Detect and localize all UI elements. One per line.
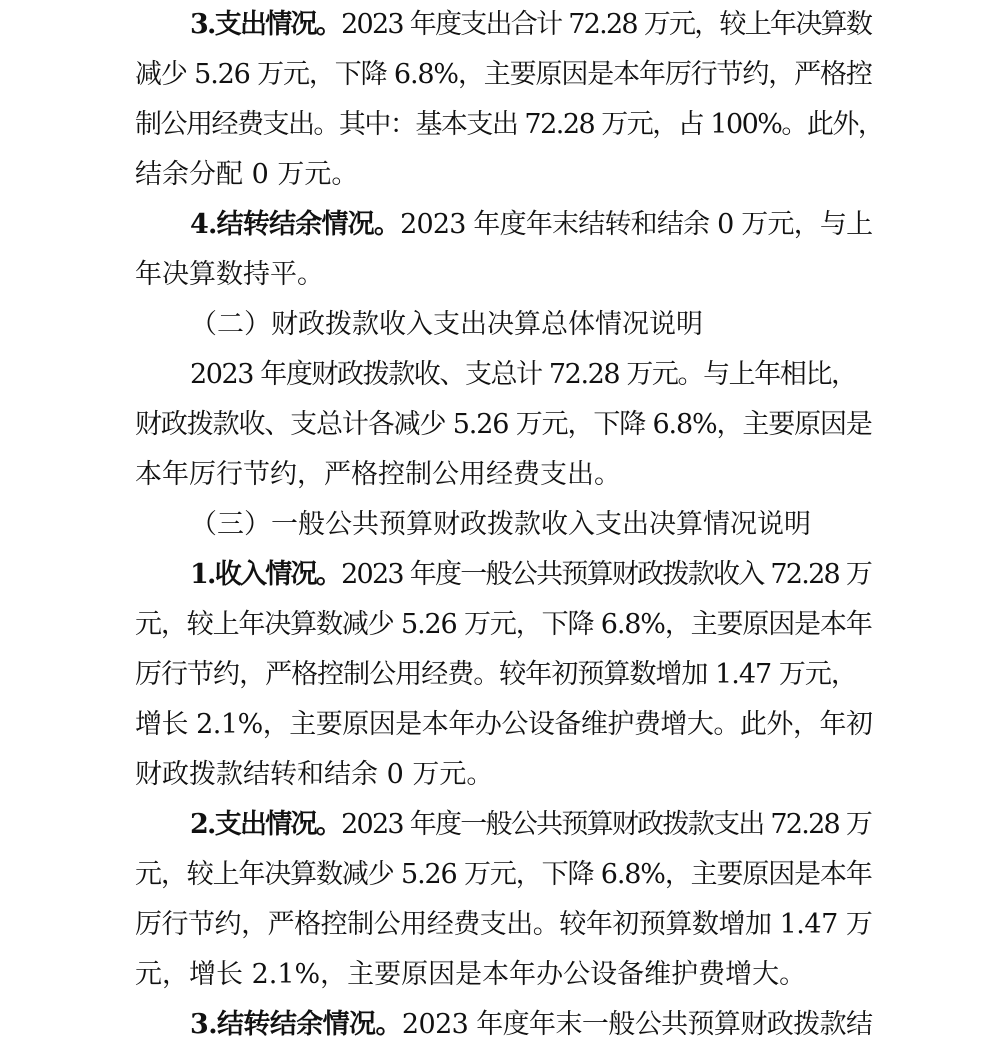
line-text: 2023 年度一般公共预算财政拨款收入 72.28 万 [341, 559, 872, 590]
paragraph-line [135, 900, 872, 950]
paragraph-line [135, 450, 621, 500]
paragraph-line [135, 150, 358, 200]
paragraph-line [135, 650, 857, 700]
paragraph-line [135, 700, 872, 750]
paragraph-line [135, 250, 324, 300]
line-text: 结余分配 0 万元。 [135, 159, 359, 190]
line-text: 厉行节约，严格控制公用经费。较年初预算数增加 1.47 万元， [135, 659, 857, 690]
line-text: 本年厉行节约，严格控制公用经费支出。 [135, 459, 621, 490]
line-text: 减少 5.26 万元，下降 6.8%，主要原因是本年厉行节约，严格控 [135, 59, 872, 90]
paragraph-line [190, 550, 871, 600]
paragraph-line [190, 350, 857, 400]
line-text: 制公用经费支出。其中：基本支出 72.28 万元，占 100%。此外， [135, 109, 884, 140]
paragraph-line [135, 100, 883, 150]
line-text: （二）财政拨款收入支出决算总体情况说明 [190, 309, 703, 340]
paragraph-line [135, 750, 493, 800]
section-heading: 3.支出情况。 [190, 9, 342, 40]
line-text: 2023 年度财政拨款收、支总计 72.28 万元。与上年相比， [190, 359, 857, 390]
line-text: （三）一般公共预算财政拨款收入支出决算情况说明 [190, 509, 811, 540]
subsection-title [190, 300, 703, 350]
paragraph-line [135, 50, 872, 100]
paragraph-line [190, 800, 871, 850]
paragraph-line [190, 0, 871, 50]
paragraph-line [135, 850, 872, 900]
line-text: 2023 年度年末一般公共预算财政拨款结 [401, 1009, 873, 1040]
paragraph-line [190, 200, 872, 250]
line-text: 财政拨款结转和结余 0 万元。 [135, 759, 494, 790]
paragraph-line [135, 600, 872, 650]
section-heading: 4.结转结余情况。 [190, 209, 401, 240]
line-text: 2023 年度一般公共预算财政拨款支出 72.28 万 [341, 809, 872, 840]
line-text: 增长 2.1%，主要原因是本年办公设备维护费增大。此外，年初 [135, 709, 873, 740]
paragraph-line [135, 400, 872, 450]
paragraph-line [190, 1000, 872, 1050]
section-heading: 3.结转结余情况。 [190, 1009, 402, 1040]
line-text: 厉行节约，严格控制公用经费支出。较年初预算数增加 1.47 万 [135, 909, 873, 940]
line-text: 财政拨款收、支总计各减少 5.26 万元，下降 6.8%，主要原因是 [135, 409, 872, 440]
section-heading: 2.支出情况。 [190, 809, 342, 840]
subsection-title [190, 500, 811, 550]
line-text: 元，较上年决算数减少 5.26 万元，下降 6.8%，主要原因是本年 [135, 609, 872, 640]
line-text: 年决算数持平。 [135, 259, 324, 290]
paragraph-line [135, 950, 806, 1000]
line-text: 元，较上年决算数减少 5.26 万元，下降 6.8%，主要原因是本年 [135, 859, 872, 890]
line-text: 2023 年度支出合计 72.28 万元，较上年决算数 [341, 9, 872, 40]
line-text: 2023 年度年末结转和结余 0 万元，与上 [400, 209, 873, 240]
line-text: 元，增长 2.1%，主要原因是本年办公设备维护费增大。 [135, 959, 807, 990]
section-heading: 1.收入情况。 [190, 559, 342, 590]
